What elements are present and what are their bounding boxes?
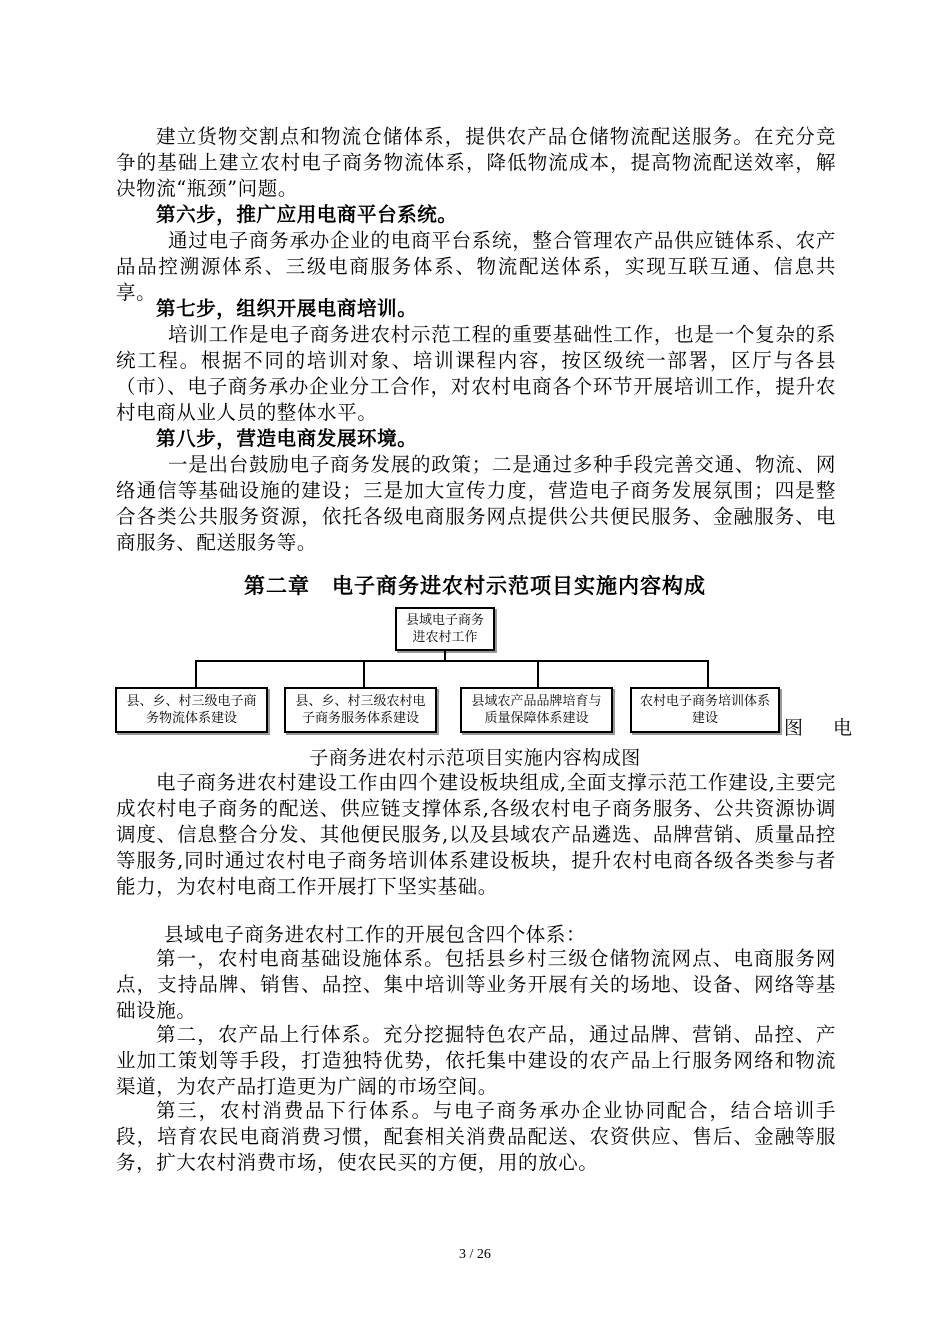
chapter-title: 第二章 电子商务进农村示范项目实施内容构成	[244, 573, 706, 598]
heading-step-6: 第六步，推广应用电商平台系统。	[156, 203, 458, 226]
diagram-child-box: 县、乡、村三级电子商务物流体系建设	[115, 687, 268, 733]
paragraph-step-6: 通过电子商务承办企业的电商平台系统，整合管理农产品供应链体系、农产品品控溯源体系、三级电商服务体系、物流配送体系，实现互联互通、信息共享。	[116, 229, 836, 304]
diagram-connector	[195, 660, 197, 687]
heading-step-7: 第七步，组织开展电商培训。	[156, 297, 418, 320]
page-number: 3 / 26	[459, 1247, 491, 1262]
diagram-child-box: 县域农产品品牌培育与质量保障体系建设	[460, 687, 613, 733]
paragraph-step-8: 一是出台鼓励电子商务发展的政策；二是通过多种手段完善交通、物流、网络通信等基础设施的建设；三是加大宣传力度，营造电子商务发展氛围；四是整合各类公共服务资源，依托各级电商服务网点提供公共便民服务、金融服务、电商服务、配送服务等。	[116, 453, 836, 554]
diagram-connector	[707, 660, 709, 687]
figure-caption: 子商务进农村示范项目实施内容构成图	[309, 747, 641, 769]
paragraph-system-3: 第三，农村消费品下行体系。与电子商务承办企业协同配合，结合培训手段，培育农民电商消费习惯，配套相关消费品配送、农资供应、售后、金融等服务，扩大农村消费市场，使农民买的方便，用的放心。	[116, 1099, 836, 1174]
diagram-child-box: 县、乡、村三级农村电子商务服务体系建设	[284, 687, 437, 733]
paragraph-step-7: 培训工作是电子商务进农村示范工程的重要基础性工作，也是一个复杂的系统工程。根据不同的培训对象、培训课程内容，按区级统一部署，区厅与各县（市）、电子商务承办企业分工合作，对农村电商各个环节开展培训工作，提升农村电商从业人员的整体水平。	[116, 323, 836, 424]
diagram-connector	[537, 660, 539, 687]
paragraph-overview: 电子商务进农村建设工作由四个建设板块组成,全面支撑示范工作建设,主要完成农村电子商务的配送、供应链支撑体系,各级农村电子商务服务、公共资源协调调度、信息整合分发、其他便民服务,以及县域农产品遴选、品牌营销、质量品控等服务,同时通过农村电子商务培训体系建设板块，提升农村电商各级各类参与者能力，为农村电商工作开展打下坚实基础。	[116, 771, 836, 898]
heading-step-8: 第八步，营造电商发展环境。	[156, 427, 418, 450]
diagram-root-box: 县域电子商务进农村工作	[395, 607, 495, 651]
diagram-connector	[363, 660, 365, 687]
diagram-child-box: 农村电子商务培训体系建设	[630, 687, 780, 733]
figure-caption-head: 图 电	[784, 717, 865, 739]
paragraph-logistics: 建立货物交割点和物流仓储体系，提供农产品仓储物流配送服务。在充分竞争的基础上建立农村电子商务物流体系，降低物流成本，提高物流配送效率，解决物流“瓶颈”问题。	[116, 125, 836, 200]
paragraph-system-2: 第二，农产品上行体系。充分挖掘特色农产品，通过品牌、营销、品控、产业加工策划等手段，打造独特优势，依托集中建设的农产品上行服务网络和物流渠道，为农产品打造更为广阔的市场空间。	[116, 1023, 836, 1098]
paragraph-system-1: 第一，农村电商基础设施体系。包括县乡村三级仓储物流网点、电商服务网点，支持品牌、销售、品控、集中培训等业务开展有关的场地、设备、网络等基础设施。	[116, 947, 836, 1022]
paragraph-four-systems: 县域电子商务进农村工作的开展包含四个体系：	[164, 923, 587, 946]
diagram-connector	[195, 660, 709, 662]
